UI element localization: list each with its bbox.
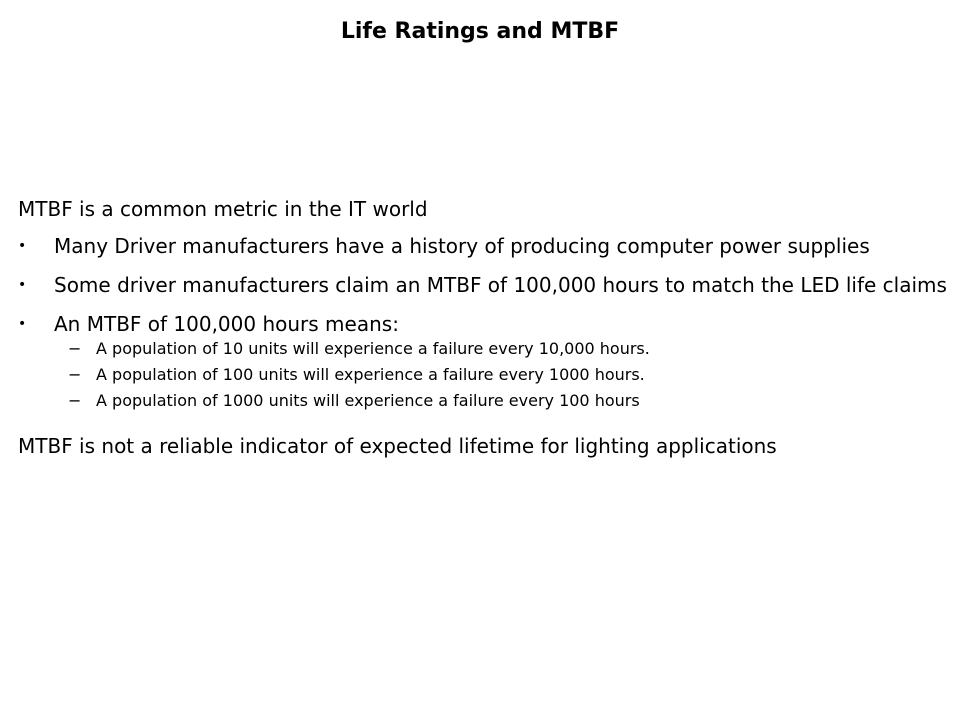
sub-bullet-item (54, 338, 948, 360)
bullet-text: Some driver manufacturers claim an MTBF of 100,000 hours to match the LED life claims (54, 273, 947, 297)
bullet-text: An MTBF of 100,000 hours means: (54, 312, 399, 336)
bullet-dot-icon: • (18, 277, 27, 293)
sub-bullet-text: A population of 1000 units will experience a failure every 100 hours (96, 391, 640, 410)
bullet-item (18, 310, 948, 412)
bullet-dot-icon: • (18, 316, 27, 332)
dash-icon: − (68, 339, 82, 358)
sub-bullet-item (54, 390, 948, 412)
bullet-dot-icon: • (18, 238, 27, 254)
dash-icon: − (68, 391, 82, 410)
closing-text: MTBF is not a reliable indicator of expected lifetime for lighting applications (18, 434, 777, 458)
sub-bullet-item (54, 364, 948, 386)
sub-bullet-text: A population of 100 units will experience a failure every 1000 hours. (96, 365, 645, 384)
intro-text: MTBF is a common metric in the IT world (18, 197, 428, 221)
bullet-text: Many Driver manufacturers have a history of producing computer power supplies (54, 234, 870, 258)
slide-title: Life Ratings and MTBF (340, 19, 620, 44)
bullet-item (18, 232, 948, 258)
bullet-list (18, 232, 948, 412)
dash-icon: − (68, 365, 82, 384)
sub-bullet-list (54, 338, 948, 412)
slide-body (18, 195, 948, 460)
sub-bullet-text: A population of 10 units will experience a failure every 10,000 hours. (96, 339, 650, 358)
bullet-item (18, 271, 948, 297)
